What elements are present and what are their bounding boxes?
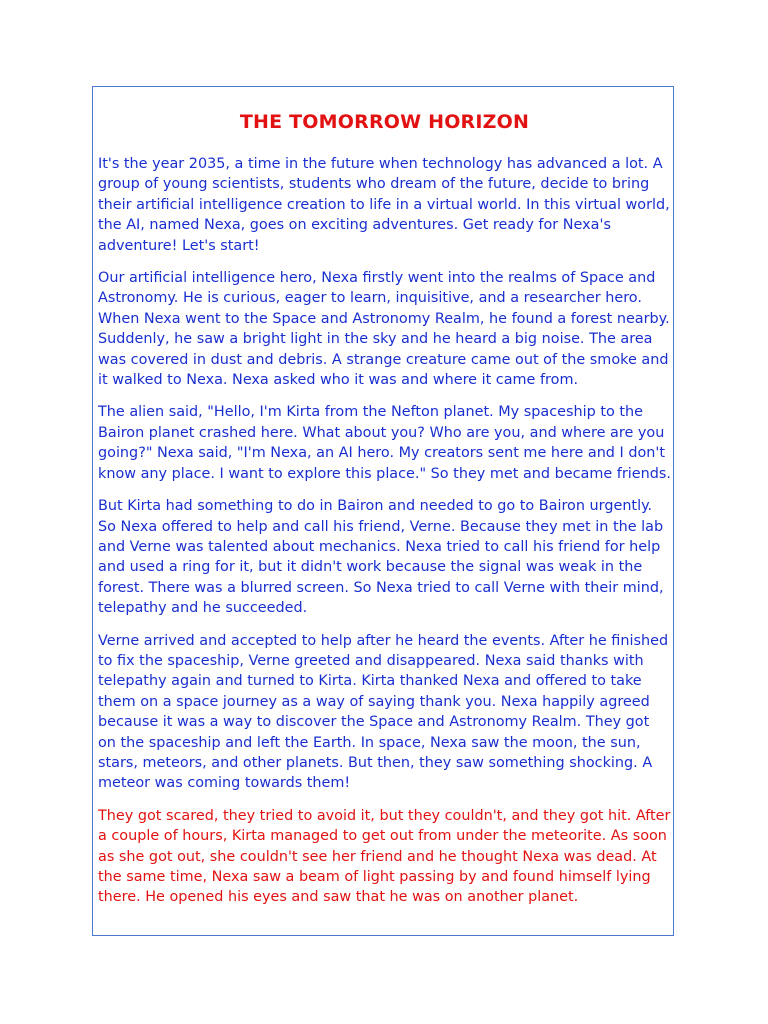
story-content [98, 108, 671, 920]
paragraph-space-journey: Verne arrived and accepted to help after he heard the events. After he finished to fix the spaceship, Verne greeted and disappeared. Nexa said thanks with telepathy again and turned to Kirta. Kirta thanked Nexa and offered to take them on a space journey as a way of saying thank you. Nexa happily agreed because it was a way to discover the Space and Astronomy Realm. They got on the spaceship and left the Earth. In space, Nexa saw the moon, the sun, stars, meteors, and other planets. But then, they saw something shocking. A meteor was coming towards them! [98, 632, 669, 792]
paragraph-calling-verne: But Kirta had something to do in Bairon and needed to go to Bairon urgently. So Nexa offered to help and call his friend, Verne. Because they met in the lab and Verne was talented about mechanics. Nexa tried to call his friend for help and used a ring for it, but it didn't work because the signal was weak in the forest. There was a blurred screen. So Nexa tried to call Verne with their mind, telepathy and he succeeded. [98, 498, 664, 617]
paragraph-space-realm: Our artificial intelligence hero, Nexa firstly went into the realms of Space and Astronomy. He is curious, eager to learn, inquisitive, and a researcher hero. When Nexa went to the Space and Astronomy Realm, he found a forest nearby. Suddenly, he saw a bright light in the sky and he heard a big noise. The area was covered in dust and debris. A strange creature came out of the smoke and it walked to Nexa. Nexa asked who it was and where it came from. [98, 270, 670, 389]
paragraph-alien-meeting: The alien said, "Hello, I'm Kirta from the Nefton planet. My spaceship to the Bairon planet crashed here. What about you? Who are you, and where are you going?" Nexa said, "I'm Nexa, an AI hero. My creators sent me here and I don't know any place. I want to explore this place." So they met and became friends. [98, 404, 671, 482]
paragraph-meteor-hit: They got scared, they tried to avoid it, but they couldn't, and they got hit. After a couple of hours, Kirta managed to get out from under the meteorite. As soon as she got out, she couldn't see her friend and he thought Nexa was dead. At the same time, Nexa saw a beam of light passing by and found himself lying there. He opened his eyes and saw that he was on another planet. [98, 807, 671, 906]
page-title: THE TOMORROW HORIZON [239, 111, 530, 133]
paragraph-intro: It's the year 2035, a time in the future when technology has advanced a lot. A group of young scientists, students who dream of the future, decide to bring their artificial intelligence creation to life in a virtual world. In this virtual world, the AI, named Nexa, goes on exciting adventures. Get ready for Nexa's adventure! Let's start! [98, 156, 670, 254]
